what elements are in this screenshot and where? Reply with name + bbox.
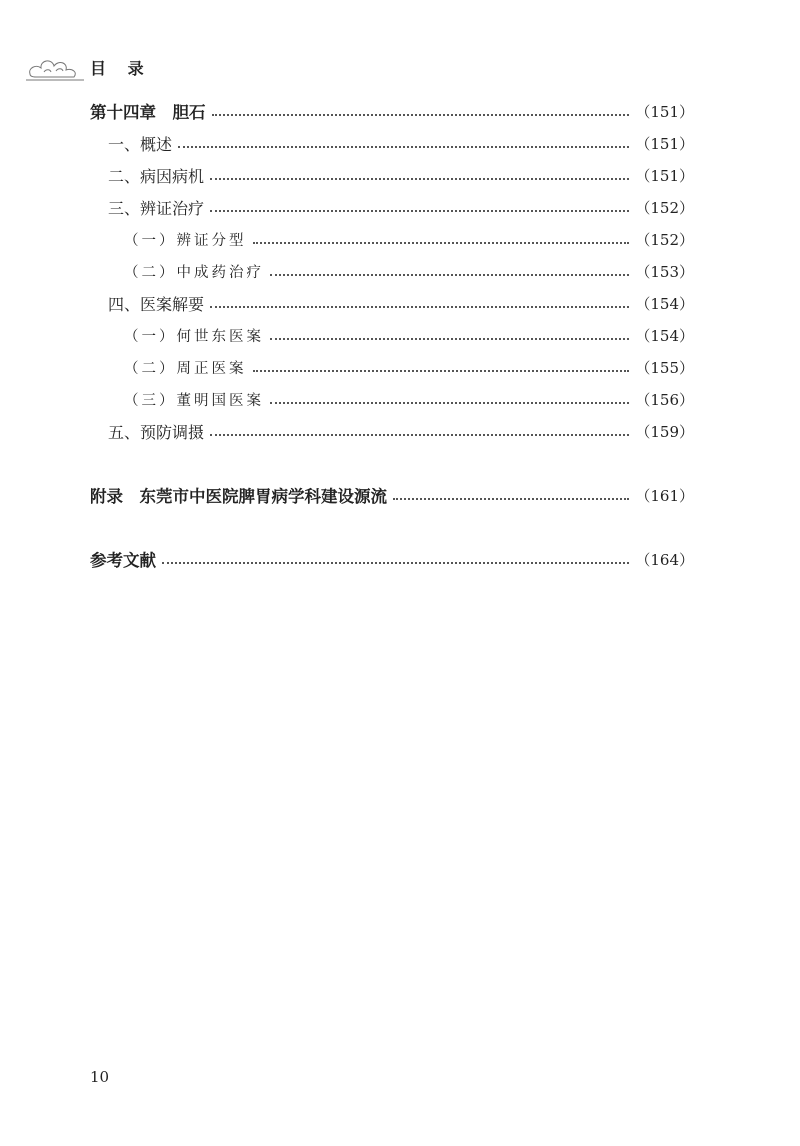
toc-entry-label: 三、辨证治疗 (108, 198, 205, 218)
toc-entry[interactable] (90, 386, 694, 412)
toc-entry-page: （151） (635, 166, 694, 185)
toc-entry-label: 参考文献 (90, 551, 156, 570)
toc-entry[interactable] (90, 418, 694, 444)
toc-entry-page: （159） (635, 422, 694, 441)
page-number: 10 (90, 1068, 110, 1086)
toc-entry-page: （154） (635, 326, 694, 345)
toc-entry-label: 第十四章 胆石 (90, 103, 206, 122)
toc-entry-label: （一）何世东医案 (124, 328, 264, 345)
dot-leader (162, 562, 629, 564)
toc-entry-page: （156） (635, 390, 694, 409)
toc-entry-label: 一、概述 (108, 134, 173, 154)
toc-entry-page: （154） (635, 294, 694, 313)
dot-leader (270, 274, 629, 276)
toc-entry[interactable] (90, 290, 694, 316)
toc-entry[interactable] (90, 162, 694, 188)
dot-leader (253, 242, 630, 244)
toc-entry-page: （151） (635, 102, 694, 121)
toc-entry[interactable] (90, 354, 694, 380)
toc-entry-page: （152） (635, 198, 694, 217)
toc-entry-label: 五、预防调摄 (108, 422, 205, 442)
toc-entry-page: （152） (635, 230, 694, 249)
header-title: 目 录 (90, 59, 152, 78)
toc-entry-label: （二）中成药治疗 (124, 264, 264, 281)
dot-leader (210, 434, 629, 436)
toc-entry-label: 附录 东莞市中医院脾胃病学科建设源流 (90, 487, 387, 506)
toc-entry-page: （151） (635, 134, 694, 153)
dot-leader (270, 402, 629, 404)
dot-leader (270, 338, 629, 340)
toc-entry-references[interactable] (90, 546, 694, 572)
toc-entry[interactable] (90, 226, 694, 252)
running-header (26, 50, 226, 84)
toc-entry-label: 四、医案解要 (108, 294, 205, 314)
toc-entry-appendix[interactable] (90, 482, 694, 508)
dot-leader (210, 306, 629, 308)
toc-entry-page: （153） (635, 262, 694, 281)
toc-entry[interactable] (90, 194, 694, 220)
dot-leader (393, 498, 629, 500)
toc-entry-page: （155） (635, 358, 694, 377)
toc-entry-label: （三）董明国医案 (124, 392, 264, 409)
toc-entry-page: （161） (635, 486, 694, 505)
toc-entry[interactable] (90, 258, 694, 284)
dot-leader (210, 210, 629, 212)
dot-leader (210, 178, 629, 180)
dot-leader (178, 146, 629, 148)
dot-leader (212, 114, 630, 116)
toc-entry-label: （二）周正医案 (124, 360, 247, 377)
toc-entry[interactable] (90, 130, 694, 156)
toc-entry-label: （一）辨证分型 (124, 232, 247, 249)
toc-entry-label: 二、病因病机 (108, 166, 205, 186)
toc-entry-chapter-14[interactable] (90, 98, 694, 124)
toc-entry[interactable] (90, 322, 694, 348)
toc-entry-page: （164） (635, 550, 694, 569)
cloud-ornament-icon (26, 50, 88, 84)
dot-leader (253, 370, 630, 372)
